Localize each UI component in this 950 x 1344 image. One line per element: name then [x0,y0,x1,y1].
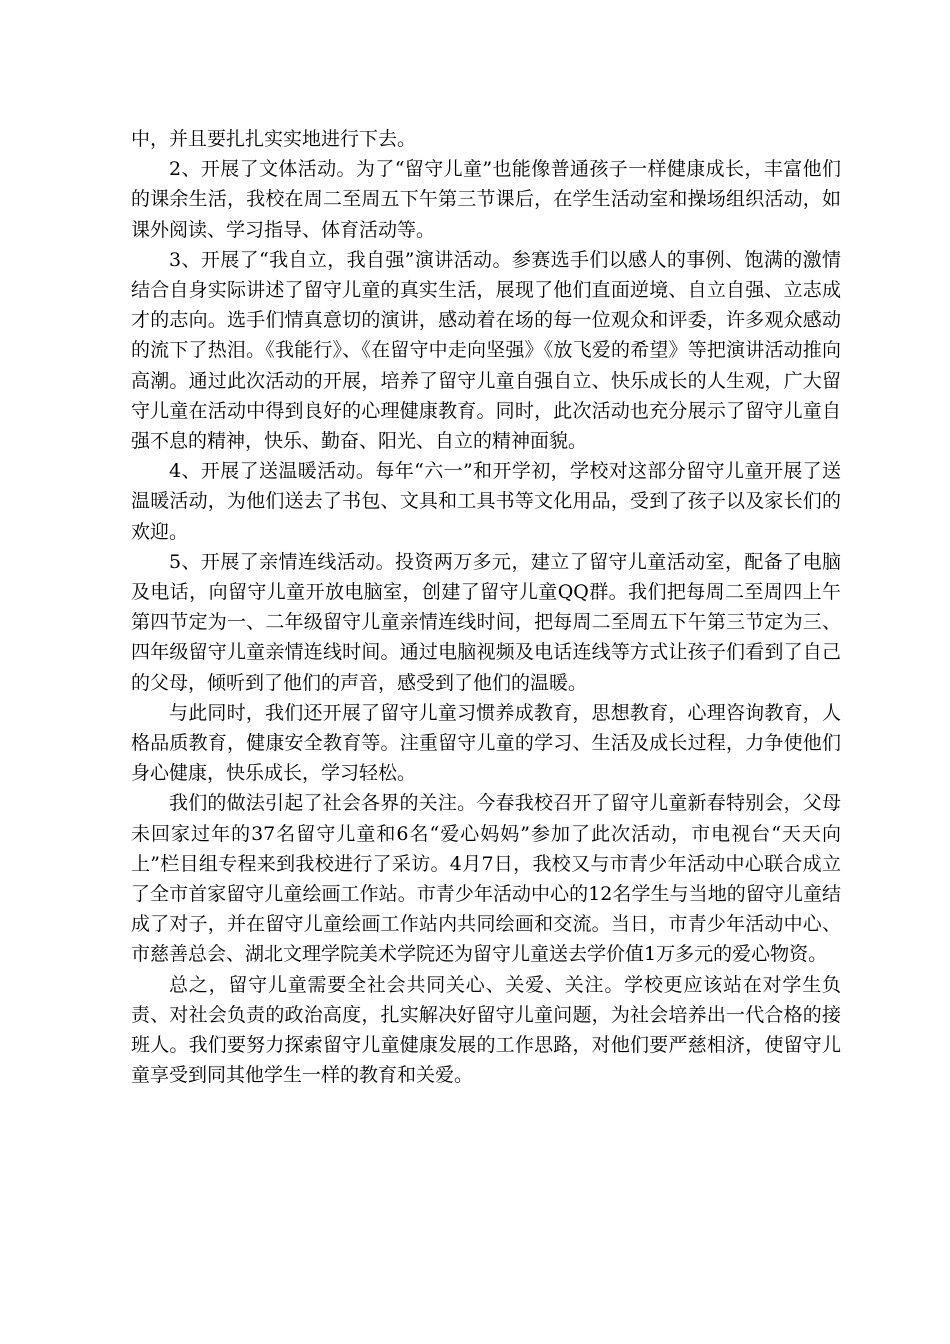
paragraph-continuation: 中，并且要扎扎实实地进行下去。 [131,128,417,150]
paragraph-habit-education: 与此同时，我们还开展了留守儿童习惯养成教育，思想教育，心理咨询教育，人格品质教育，健康安全教育等。注重留守儿童的学习、生活及成长过程，力争使他们身心健康，快乐成长，学习轻松。 [131,701,841,785]
paragraph-conclusion: 总之，留守儿童需要全社会共同关心、关爱、关注。学校更应该站在对学生负责、对社会负责的政治高度，扎实解决好留守儿童问题，为社会培养出一代合格的接班人。我们要努力探索留守儿童健康发展的工作思路，对他们要严慈相济，使留守儿童享受到同其他学生一样的教育和关爱。 [131,973,841,1087]
paragraph-warmth-activity: 4、开展了送温暖活动。每年“六一”和开学初，学校对这部分留守儿童开展了送温暖活动，为他们送去了书包、文具和工具书等文化用品，受到了孩子以及家长们的欢迎。 [131,460,841,543]
paragraph-speech-activity: 3、开展了“我自立，我自强”演讲活动。参赛选手们以感人的事例、饱满的激情结合自身实际讲述了留守儿童的真实生活，展现了他们直面逆境、自立自强、立志成才的志向。选手们情真意切的演讲，感动着在场的每一位观众和评委，许多观众感动的流下了热泪。《我能行》、《在留守中走向坚强》《放飞爱的希望》等把演讲活动推向高潮。通过此次活动的开展，培养了留守儿童自强自立、快乐成长的人生观，广大留守儿童在活动中得到良好的心理健康教育。同时，此次活动也充分展示了留守儿童自强不息的精神，快乐、勤奋、阳光、自立的精神面貌。 [131,248,841,453]
paragraph-cultural-activities: 2、开展了文体活动。为了“留守儿童”也能像普通孩子一样健康成长，丰富他们的课余生活，我校在周二至周五下午第三节课后，在学生活动室和操场组织活动，如课外阅读、学习指导、体育活动等。 [131,158,841,241]
paragraph-social-attention: 我们的做法引起了社会各界的关注。今春我校召开了留守儿童新春特别会，父母未回家过年的37名留守儿童和6名“爱心妈妈”参加了此次活动，市电视台“天天向上”栏目组专程来到我校进行了采访。4月7日，我校又与市青少年活动中心联合成立了全市首家留守儿童绘画工作站。市青少年活动中心的12名学生与当地的留守儿童结成了对子，并在留守儿童绘画工作站内共同绘画和交流。当日，市青少年活动中心、市慈善总会、湖北文理学院美术学院还为留守儿童送去学价值1万多元的爱心物资。 [131,792,841,966]
paragraph-family-connection: 5、开展了亲情连线活动。投资两万多元，建立了留守儿童活动室，配备了电脑及电话，向留守儿童开放电脑室，创建了留守儿童QQ群。我们把每周二至周四上午第四节定为一、二年级留守儿童亲情连线时间，把每周二至周五下午第三节定为三、四年级留守儿童亲情连线时间。通过电脑视频及电话连线等方式让孩子们看到了自己的父母，倾听到了他们的声音，感受到了他们的温暖。 [131,550,841,694]
document-body [131,124,841,1091]
